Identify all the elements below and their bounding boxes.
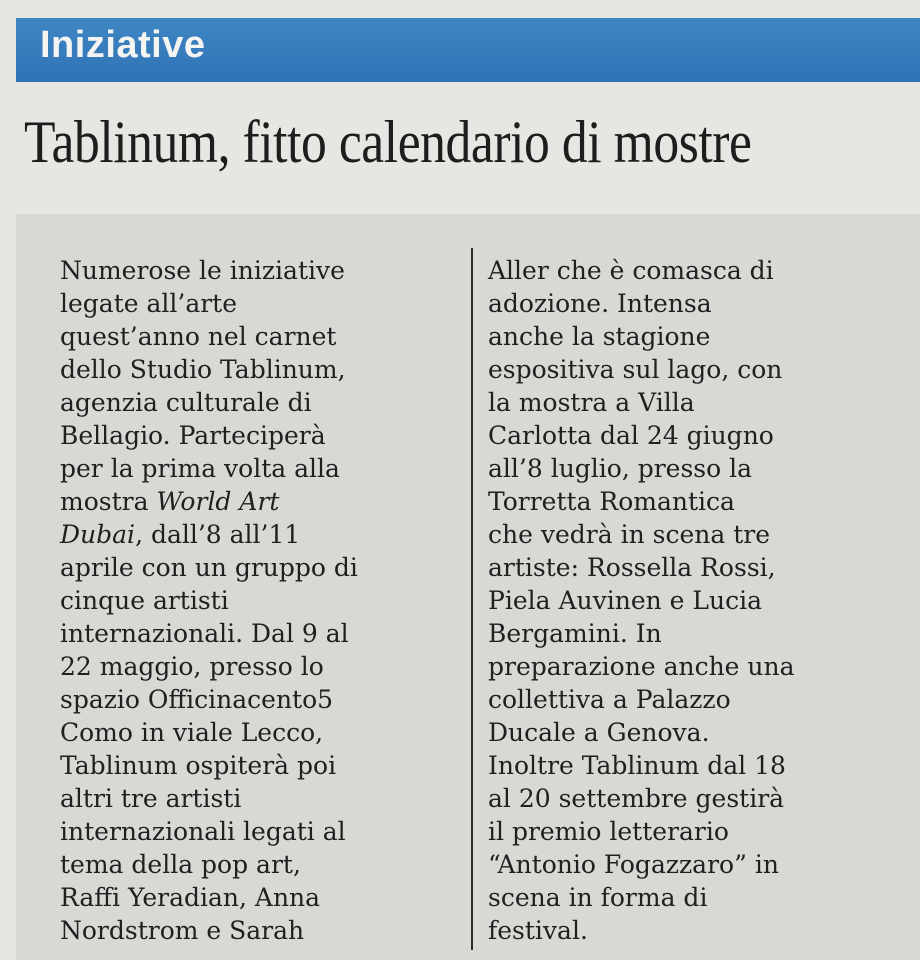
exhibition-title: Dubai [60, 520, 136, 549]
text-line: Carlotta dal 24 giugno [488, 421, 774, 450]
text-line: tema della pop art, [60, 850, 301, 879]
headline: Tablinum, fitto calendario di mostre [24, 109, 752, 175]
text-line: per la prima volta alla [60, 454, 340, 483]
text-line: Piela Auvinen e Lucia [488, 586, 763, 615]
text-line: Ducale a Genova. [488, 718, 710, 747]
text-line: la mostra a Villa [488, 388, 695, 417]
text-line: agenzia culturale di [60, 388, 312, 417]
text-line: Tablinum ospiterà poi [60, 751, 337, 780]
section-bar [16, 18, 920, 82]
text-line: scena in forma di [488, 883, 708, 912]
text-line: preparazione anche una [488, 652, 795, 681]
text-line: Como in viale Lecco, [60, 718, 324, 747]
text-line: Dubai, dall’8 all’11 [60, 520, 301, 549]
text-line: Nordstrom e Sarah [60, 916, 305, 945]
text-line: Torretta Romantica [488, 487, 735, 516]
text-line: Numerose le iniziative [60, 256, 345, 285]
text-line: mostra World Art [60, 487, 280, 516]
text-line: spazio Officinacento5 [60, 685, 334, 714]
text-line: internazionali. Dal 9 al [60, 619, 349, 648]
section-label: Iniziative [40, 24, 206, 66]
text-line: che vedrà in scena tre [488, 520, 770, 549]
exhibition-title: World Art [156, 487, 280, 516]
text-line: espositiva sul lago, con [488, 355, 783, 384]
text-line: Bergamini. In [488, 619, 662, 648]
article-column-left [60, 254, 358, 947]
text-line: festival. [488, 916, 588, 945]
text-line: anche la stagione [488, 322, 711, 351]
text-line: Inoltre Tablinum dal 18 [488, 751, 786, 780]
text-line: al 20 settembre gestirà [488, 784, 785, 813]
text-line: collettiva a Palazzo [488, 685, 731, 714]
text-line: aprile con un gruppo di [60, 553, 358, 582]
text-line: cinque artisti [60, 586, 229, 615]
text-line: il premio letterario [488, 817, 729, 846]
text-line: all’8 luglio, presso la [488, 454, 753, 483]
text-line: altri tre artisti [60, 784, 242, 813]
text-line: legate all’arte [60, 289, 238, 318]
text-line: 22 maggio, presso lo [60, 652, 324, 681]
text-line: Raffi Yeradian, Anna [60, 883, 321, 912]
column-divider [471, 248, 473, 950]
text-line: Bellagio. Parteciperà [60, 421, 326, 450]
text-line: “Antonio Fogazzaro” in [488, 850, 779, 879]
text-line: internazionali legati al [60, 817, 346, 846]
article-column-right [488, 254, 795, 947]
text-line: Aller che è comasca di [488, 256, 774, 285]
text-line: quest’anno nel carnet [60, 322, 337, 351]
text-line: dello Studio Tablinum, [60, 355, 346, 384]
text-line: artiste: Rossella Rossi, [488, 553, 776, 582]
text-line: adozione. Intensa [488, 289, 712, 318]
